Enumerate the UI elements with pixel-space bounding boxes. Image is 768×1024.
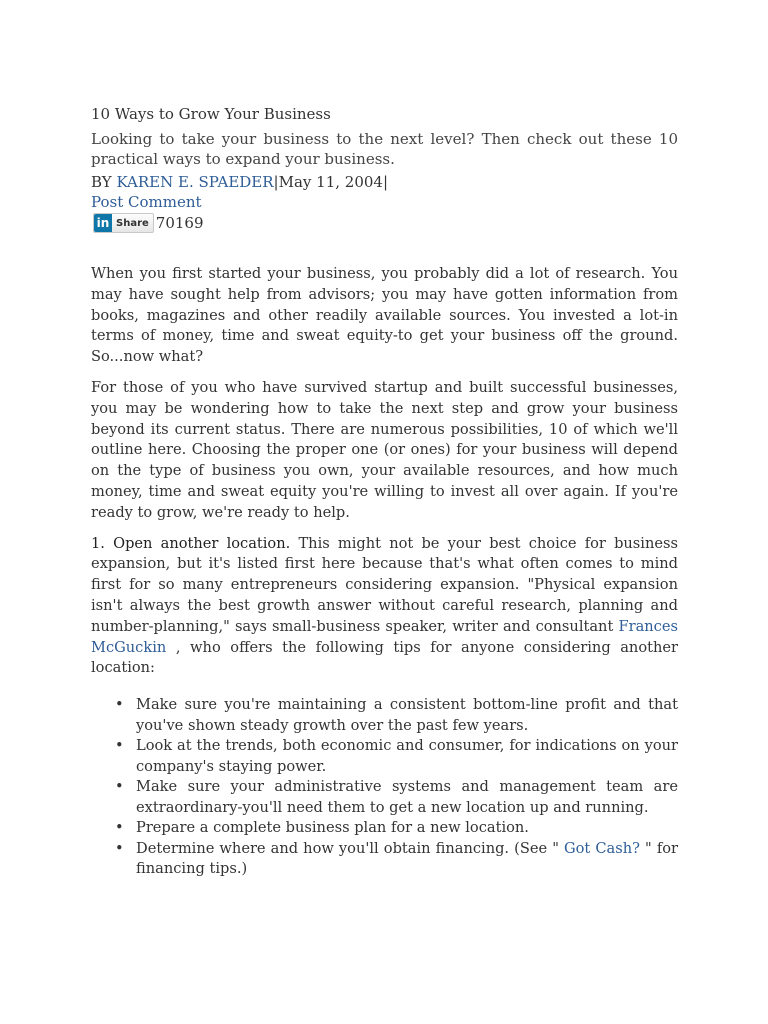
byline-prefix: BY xyxy=(91,173,117,191)
got-cash-link[interactable]: Got Cash? xyxy=(558,839,646,857)
tip-text: Determine where and how you'll obtain financing. (See " xyxy=(136,839,559,857)
article-teaser: Looking to take your business to the next level? Then check out these 10 practical ways to expand your business. xyxy=(91,130,678,168)
section-paragraph xyxy=(91,534,678,680)
article-body xyxy=(91,264,678,880)
frances-mcguckin-link[interactable]: Frances McGuckin xyxy=(91,617,678,656)
byline-separator: | xyxy=(382,173,389,191)
paragraph: When you first started your business, you probably did a lot of research. You may have sought help from advisors; you may have gotten information from books, magazines and other readily available sources. You invested a lot-in terms of money, time and sweat equity-to get your business off the ground. So...now what? xyxy=(91,265,678,366)
byline xyxy=(91,172,678,192)
tip-text-end: " for financing tips.) xyxy=(136,839,678,878)
list-item: • Make sure you're maintaining a consistent bottom-line profit and that you've shown steady growth over the past few years. xyxy=(136,695,678,736)
list-item xyxy=(136,839,678,880)
publish-date: May 11, 2004 xyxy=(278,173,383,191)
byline-separator: | xyxy=(273,173,279,191)
share-label: Share xyxy=(116,217,149,229)
share-row xyxy=(91,212,678,234)
paragraph: For those of you who have survived startup and built successful businesses, you may be wondering how to take the next step and grow your business beyond its current status. There are numerous possibilities, 10 of which we'll outline here. Choosing the proper one (or ones) for your business will depend on the type of business you own, your available resources, and how much money, time and sweat equity you're willing to invest all over again. If you're ready to grow, we're ready to help. xyxy=(91,378,678,521)
linkedin-share-button[interactable] xyxy=(93,213,154,233)
post-comment-link[interactable]: Post Comment xyxy=(91,193,202,211)
section-heading: 1. Open another location. xyxy=(91,534,291,552)
share-count: 70169 xyxy=(155,214,204,232)
list-item: • Prepare a complete business plan for a new location. xyxy=(136,818,678,839)
article-title: 10 Ways to Grow Your Business xyxy=(91,105,331,123)
list-item: • Look at the trends, both economic and consumer, for indications on your company's staying power. xyxy=(136,736,678,777)
section-text: This might not be your best choice for business expansion, but it's listed first here because that's what often comes to mind first for so many entrepreneurs considering expansion. "Physical expansion isn't always the best growth answer without careful research, planning and number-planning," says small-business speaker, writer and consultant xyxy=(91,534,678,635)
section-text-end: , who offers the following tips for anyone considering another location: xyxy=(91,638,678,677)
tips-list xyxy=(91,695,678,880)
article xyxy=(91,104,678,880)
linkedin-icon: in xyxy=(94,214,112,232)
author-link[interactable]: KAREN E. SPAEDER xyxy=(116,173,274,191)
list-item: • Make sure your administrative systems and management team are extraordinary-you'll need them to get a new location up and running. xyxy=(136,777,678,818)
